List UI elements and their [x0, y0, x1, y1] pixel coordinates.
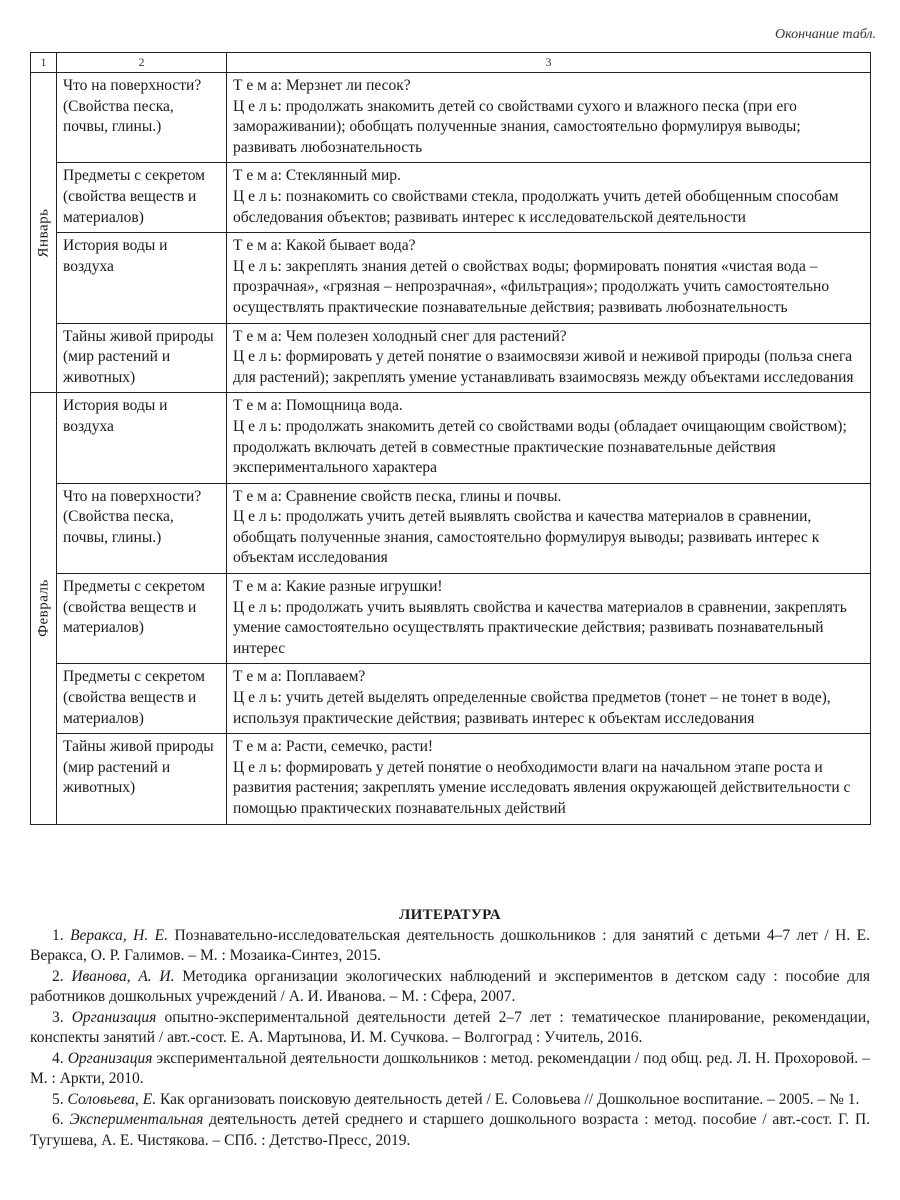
content-cell — [227, 483, 871, 573]
literature-item-author: Организация — [71, 1008, 157, 1026]
goal-label: Ц е л ь: — [233, 689, 282, 707]
goal-text: продолжать учить выявлять свойства и качества материалов в сравнении, закреплять умение самостоятельно осуществлять практические действия; развивать познавательный интерес — [233, 598, 847, 657]
table-row — [31, 483, 871, 573]
topic-cell: Что на поверхности? (Свойства песка, почвы, глины.) — [57, 73, 227, 163]
literature-item — [30, 1008, 870, 1049]
literature-item-text: опытно-экспериментальной деятельности детей 2–7 лет : тематическое планирование, рекомендации, конспекты занятий / авт.-сост. Е. А. Мартынова, И. М. Сучкова. – Волгоград : Учитель, 2016. — [30, 1008, 870, 1046]
goal-label: Ц е л ь: — [233, 257, 282, 275]
theme-line — [233, 76, 864, 97]
theme-line — [233, 166, 864, 187]
goal-label: Ц е л ь: — [233, 97, 282, 115]
theme-label: Т е м а: — [233, 668, 282, 686]
table-header-row — [31, 53, 871, 73]
topic-cell: Предметы с секретом (свойства веществ и материалов) — [57, 664, 227, 734]
lesson-plan-table — [30, 52, 871, 825]
theme-line — [233, 737, 864, 758]
goal-line — [233, 97, 864, 159]
theme-label: Т е м а: — [233, 167, 282, 185]
literature-item-text: Познавательно-исследовательская деятельность дошкольников : для занятий с детьми 4–7 лет / Н. Е. Веракса, О. Р. Галимов. – М. : Мозаика-Синтез, 2015. — [30, 926, 871, 964]
theme-label: Т е м а: — [233, 327, 282, 345]
topic-cell: Предметы с секретом (свойства веществ и материалов) — [57, 574, 227, 664]
table-row — [31, 73, 871, 163]
goal-label: Ц е л ь: — [233, 758, 282, 776]
theme-label: Т е м а: — [233, 77, 282, 94]
theme-label: Т е м а: — [233, 397, 282, 415]
goal-label: Ц е л ь: — [233, 348, 282, 366]
theme-line — [233, 487, 864, 508]
content-cell — [227, 323, 871, 393]
theme-line — [233, 396, 864, 417]
running-head: Окончание табл. — [775, 27, 876, 42]
goal-text: учить детей выделять определенные свойства предметов (тонет – не тонет в воде), используя практические действия; развивать интерес к объектам исследования — [233, 689, 831, 727]
theme-text: Помощница вода. — [285, 397, 403, 415]
literature-item-author: Организация — [67, 1049, 153, 1067]
table-row — [31, 163, 871, 233]
topic-cell: История воды и воздуха — [57, 233, 227, 323]
theme-text: Стеклянный мир. — [285, 167, 401, 185]
literature-item-number: 3. — [52, 1008, 64, 1026]
topic-cell: Что на поверхности? (Свойства песка, почвы, глины.) — [57, 483, 227, 573]
literature-item-number: 2. — [52, 967, 64, 985]
theme-text: Чем полезен холодный снег для растений? — [285, 327, 567, 345]
table-row — [31, 393, 871, 483]
literature-item-author: Веракса, Н. Е. — [70, 926, 168, 944]
literature-item-number: 5. — [52, 1090, 64, 1108]
theme-text: Расти, семечко, расти! — [285, 738, 434, 756]
literature-item — [30, 926, 870, 967]
content-cell — [227, 73, 871, 163]
theme-line — [233, 577, 864, 598]
goal-line — [233, 688, 864, 729]
goal-line — [233, 257, 864, 319]
content-cell — [227, 734, 871, 824]
goal-text: продолжать учить детей выявлять свойства и качества материалов в сравнении, обобщать полученные знания, самостоятельно формулируя выводы; развивать интерес к объектам исследования — [233, 508, 820, 567]
content-cell — [227, 574, 871, 664]
theme-text: Какие разные игрушки! — [285, 578, 443, 596]
table-row — [31, 323, 871, 393]
goal-line — [233, 507, 864, 569]
topic-cell: Тайны живой природы (мир растений и животных) — [57, 323, 227, 393]
content-cell — [227, 163, 871, 233]
goal-line — [233, 347, 864, 388]
literature-item-author: Соловьева, Е. — [67, 1090, 157, 1108]
literature-item — [30, 1049, 870, 1090]
topic-cell: Предметы с секретом (свойства веществ и материалов) — [57, 163, 227, 233]
literature-item-number: 4. — [52, 1049, 64, 1067]
table-row — [31, 734, 871, 824]
literature-section — [30, 905, 870, 1151]
topic-cell: Тайны живой природы (мир растений и животных) — [57, 734, 227, 824]
goal-line — [233, 417, 864, 479]
theme-text: Мерзнет ли песок? — [285, 77, 411, 94]
theme-label: Т е м а: — [233, 738, 282, 756]
goal-text: закреплять знания детей о свойствах воды; формировать понятия «чистая вода – прозрачная», «грязная – непрозрачная», «фильтрация»; продолжать учить самостоятельно осуществлять практические познавательные действия; развивать любознательность — [233, 257, 830, 316]
goal-text: познакомить со свойствами стекла, продолжать учить детей обобщенным способам обследования объектов; развивать интерес к исследовательской деятельности — [233, 187, 839, 226]
content-cell — [227, 664, 871, 734]
theme-text: Какой бывает вода? — [285, 237, 416, 255]
theme-label: Т е м а: — [233, 487, 282, 505]
theme-text: Поплаваем? — [285, 668, 366, 686]
goal-text: формировать у детей понятие о необходимости влаги на начальном этапе роста и развития растения; закреплять умение исследовать явления окружающей действительности с помощью практических познавательных действий — [233, 758, 851, 817]
theme-text: Сравнение свойств песка, глины и почвы. — [285, 487, 562, 505]
month-cell — [31, 73, 57, 393]
table-row — [31, 233, 871, 323]
goal-label: Ц е л ь: — [233, 187, 282, 205]
literature-item-author: Экспериментальная — [69, 1111, 204, 1128]
literature-item-number: 1. — [52, 926, 64, 944]
goal-line — [233, 187, 864, 228]
goal-label: Ц е л ь: — [233, 598, 282, 616]
literature-title: ЛИТЕРАТУРА — [399, 907, 501, 923]
month-cell — [31, 393, 57, 824]
literature-item-author: Иванова, А. И. — [71, 967, 175, 985]
goal-text: продолжать знакомить детей со свойствами сухого и влажного песка (при его замораживании); обобщать полученные знания, самостоятельно формулируя выводы; развивать любознательность — [233, 97, 801, 156]
goal-line — [233, 598, 864, 660]
theme-line — [233, 327, 864, 348]
content-cell — [227, 233, 871, 323]
literature-item — [30, 967, 870, 1008]
content-cell — [227, 393, 871, 483]
month-label: Январь — [35, 208, 52, 258]
goal-label: Ц е л ь: — [233, 417, 282, 435]
theme-label: Т е м а: — [233, 578, 282, 596]
table-row — [31, 574, 871, 664]
table-row — [31, 664, 871, 734]
literature-item — [30, 1110, 870, 1151]
literature-item-text: деятельность детей среднего и старшего дошкольного возраста : метод. пособие / авт.-сост. Г. П. Тугушева, А. Е. Чистякова. – СПб. : Детство-Пресс, 2019. — [30, 1111, 871, 1149]
goal-text: продолжать знакомить детей со свойствами воды (обладает очищающим свойством); продолжать включать детей в совместные практические познавательные действия экспериментального характера — [233, 417, 847, 477]
theme-line — [233, 236, 864, 257]
topic-cell: История воды и воздуха — [57, 393, 227, 483]
literature-item — [30, 1090, 870, 1111]
month-label: Февраль — [35, 579, 52, 638]
goal-label: Ц е л ь: — [233, 508, 282, 526]
literature-item-text: экспериментальной деятельности дошкольников : метод. рекомендации / под общ. ред. Л. Н. Прохоровой. – М. : Аркти, 2010. — [30, 1049, 871, 1087]
literature-item-number: 6. — [52, 1111, 64, 1128]
theme-label: Т е м а: — [233, 237, 282, 255]
column-number-1: 1 — [31, 53, 57, 73]
goal-line — [233, 758, 864, 820]
goal-text: формировать у детей понятие о взаимосвязи живой и неживой природы (польза снега для растений); закреплять умение устанавливать взаимосвязь между объектами исследования — [233, 348, 854, 386]
literature-item-text: Методика организации экологических наблюдений и экспериментов в детском саду : пособие для работников дошкольных учреждений / А. И. Иванова. – М. : Сфера, 2007. — [30, 967, 871, 1005]
literature-item-text: Как организовать поисковую деятельность детей / Е. Соловьева // Дошкольное воспитание. – 2005. – № 1. — [160, 1090, 860, 1108]
column-number-3: 3 — [227, 53, 871, 73]
theme-line — [233, 667, 864, 688]
column-number-2: 2 — [57, 53, 227, 73]
